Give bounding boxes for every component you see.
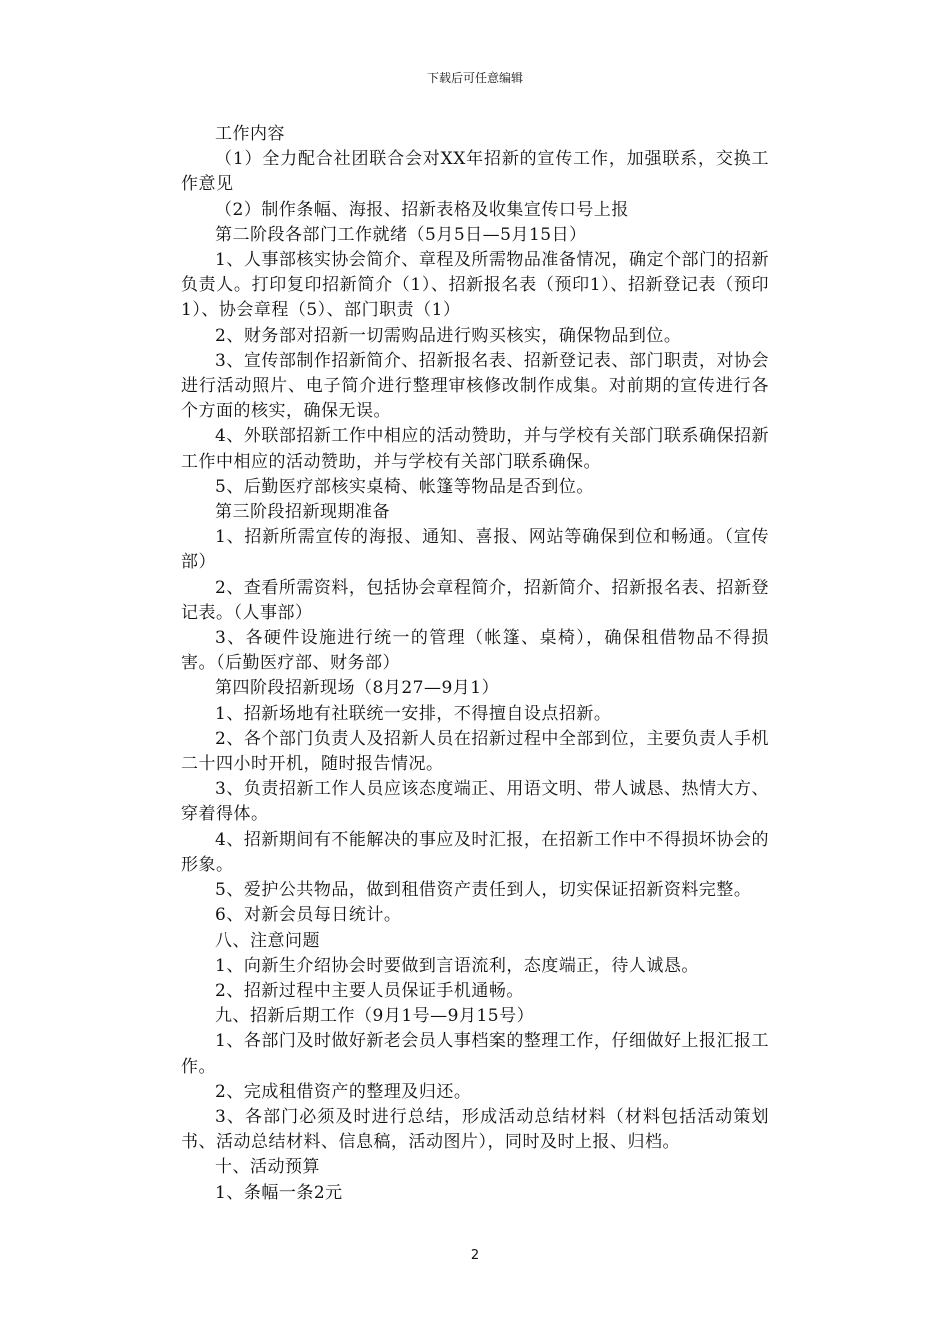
document-body [181, 122, 769, 1206]
section-heading: 九、招新后期工作（9月1号—9月15号） [215, 1006, 535, 1027]
paragraph-item: 1、各部门及时做好新老会员人事档案的整理工作，仔细做好上报汇报工作。 [181, 1031, 769, 1077]
paragraph-item: 1、招新场地有社联统一安排，不得擅自设点招新。 [215, 703, 612, 724]
section-heading: 第二阶段各部门工作就绪（5月5日—5月15日） [215, 224, 587, 245]
paragraph-item: 2、完成租借资产的整理及归还。 [215, 1081, 472, 1102]
paragraph-item: （1）全力配合社团联合会对XX年招新的宣传工作，加强联系，交换工作意见 [181, 149, 769, 195]
paragraph-item: 1、招新所需宣传的海报、通知、喜报、网站等确保到位和畅通。（宣传部） [181, 527, 769, 573]
section-heading: 第四阶段招新现场（8月27—9月1） [215, 678, 500, 699]
section-heading: 第三阶段招新现期准备 [215, 502, 390, 523]
paragraph-item: 2、财务部对招新一切需购品进行购买核实，确保物品到位。 [215, 325, 682, 346]
paragraph-item: 2、查看所需资料，包括协会章程简介，招新简介、招新报名表、招新登记表。（人事部） [181, 577, 769, 623]
paragraph-item: 3、负责招新工作人员应该态度端正、用语文明、带人诚恳、热情大方、穿着得体。 [181, 779, 769, 825]
paragraph-item: 1、向新生介绍协会时要做到言语流利，态度端正，待人诚恳。 [215, 955, 699, 976]
paragraph-item: 6、对新会员每日统计。 [215, 905, 402, 926]
paragraph-item: 4、招新期间有不能解决的事应及时汇报，在招新工作中不得损坏协会的形象。 [181, 829, 769, 875]
paragraph-item: 4、外联部招新工作中相应的活动赞助，并与学校有关部门联系确保招新工作中相应的活动赞助，并与学校有关部门联系确保。 [181, 426, 769, 472]
page-header: 下载后可任意编辑 [426, 71, 523, 85]
paragraph-item: 2、招新过程中主要人员保证手机通畅。 [215, 980, 524, 1001]
paragraph-item: 1、人事部核实协会简介、章程及所需物品准备情况，确定个部门的招新负责人。打印复印招新简介（1）、招新报名表（预印1）、招新登记表（预印1）、协会章程（5）、部门职责（1） [181, 250, 769, 321]
section-heading: 十、活动预算 [215, 1157, 320, 1178]
paragraph-item: 5、爱护公共物品，做到租借资产责任到人，切实保证招新资料完整。 [215, 880, 752, 901]
page-number: 2 [470, 1248, 480, 1263]
section-heading: 八、注意问题 [215, 930, 320, 951]
paragraph-item: 1、条幅一条2元 [215, 1182, 343, 1203]
paragraph-item: 3、宣传部制作招新简介、招新报名表、招新登记表、部门职责，对协会进行活动照片、电子简介进行整理审核修改制作成集。对前期的宣传进行各个方面的核实，确保无误。 [181, 350, 769, 422]
paragraph-work-content: 工作内容 [215, 124, 285, 144]
paragraph-item: （2）制作条幅、海报、招新表格及收集宣传口号上报 [215, 199, 629, 220]
paragraph-item: 3、各硬件设施进行统一的管理（帐篷、桌椅），确保租借物品不得损害。（后勤医疗部、财务部） [181, 628, 769, 674]
paragraph-item: 5、后勤医疗部核实桌椅、帐篷等物品是否到位。 [215, 476, 594, 497]
paragraph-item: 3、各部门必须及时进行总结，形成活动总结材料（材料包括活动策划书、活动总结材料、信息稿，活动图片），同时及时上报、归档。 [181, 1106, 769, 1153]
paragraph-item: 2、各个部门负责人及招新人员在招新过程中全部到位，主要负责人手机二十四小时开机，随时报告情况。 [181, 728, 769, 775]
